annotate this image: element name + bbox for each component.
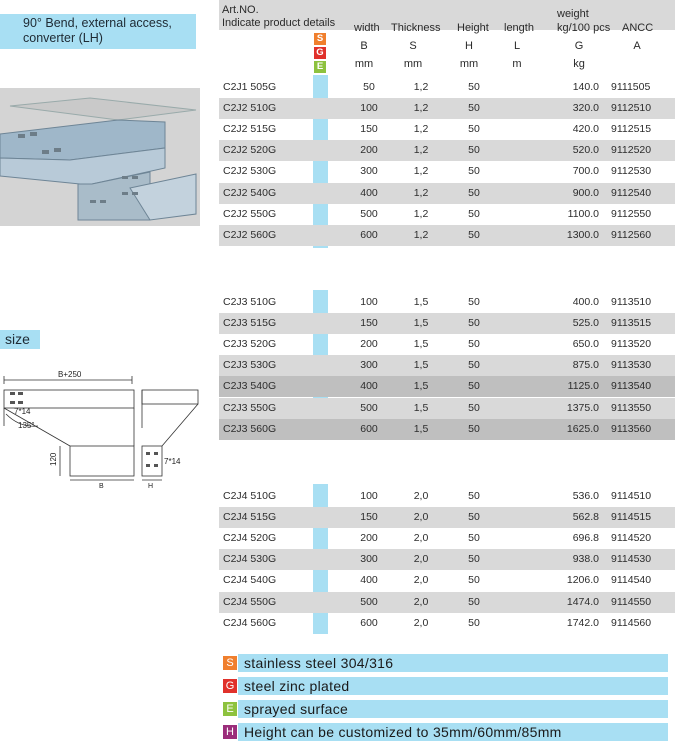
- cell-art-no: C2J4 530G: [223, 553, 277, 566]
- cell-art-no: C2J2 510G: [223, 102, 277, 115]
- cell-height: 50: [468, 338, 480, 351]
- cell-width: 500: [360, 595, 378, 608]
- cell-thickness: 2,0: [413, 490, 429, 502]
- cell-width: 600: [360, 616, 378, 629]
- cell-ancc: 9112530: [611, 165, 652, 178]
- cell-thickness: 1,2: [413, 186, 429, 199]
- cell-art-no: C2J2 520G: [223, 144, 277, 157]
- cell-thickness: 2,0: [413, 532, 429, 545]
- cell-art-no: C2J3 515G: [223, 317, 277, 330]
- cell-weight: 1375.0: [566, 401, 599, 414]
- sym-h: H: [465, 40, 473, 52]
- table-row: [219, 313, 675, 334]
- header-weight-sub: kg/100 pcs: [557, 22, 611, 34]
- unit-g: kg: [573, 58, 585, 70]
- cell-thickness: 1,2: [413, 228, 429, 241]
- cell-thickness: 1,2: [413, 165, 429, 178]
- cell-height: 50: [468, 401, 480, 414]
- cell-weight: 1742.0: [566, 616, 599, 629]
- table-row: [219, 355, 675, 376]
- header-ancc: ANCC: [622, 22, 654, 34]
- sym-s: S: [409, 40, 417, 52]
- sym-g: G: [574, 40, 584, 52]
- cell-ancc: 9112520: [611, 144, 652, 157]
- cell-thickness: 2,0: [413, 574, 429, 587]
- cell-height: 50: [468, 422, 480, 435]
- cell-thickness: 1,2: [413, 207, 429, 220]
- unit-l: m: [512, 58, 522, 70]
- size-label-text: size: [5, 331, 30, 347]
- cell-thickness: 1,5: [413, 359, 429, 372]
- table-row: [219, 613, 675, 634]
- product-photo: [0, 88, 200, 226]
- cell-width: 100: [360, 296, 378, 308]
- cell-ancc: 9112515: [611, 123, 652, 136]
- product-title: [0, 14, 196, 49]
- legend-code-e: E: [223, 702, 237, 716]
- cell-weight: 400.0: [572, 296, 599, 308]
- cell-ancc: 9114540: [611, 574, 652, 587]
- cell-height: 50: [468, 165, 480, 178]
- cell-ancc: 9114515: [611, 511, 652, 524]
- cell-ancc: 9114550: [611, 595, 652, 608]
- cell-thickness: 1,5: [413, 380, 429, 393]
- table-row: [219, 398, 675, 419]
- table-row: [219, 140, 675, 161]
- code-s-square: S: [314, 33, 326, 45]
- table-row: [219, 183, 675, 204]
- table-row: [219, 486, 675, 507]
- cell-width: 150: [360, 123, 378, 136]
- table-row: [219, 376, 675, 397]
- cell-art-no: C2J4 510G: [223, 490, 277, 502]
- size-label: [0, 330, 40, 349]
- cell-thickness: 2,0: [413, 553, 429, 566]
- cell-weight: 1625.0: [566, 422, 599, 435]
- cell-height: 50: [468, 380, 480, 393]
- cell-height: 50: [468, 228, 480, 241]
- cell-ancc: 9113560: [611, 422, 652, 435]
- cell-width: 200: [360, 532, 378, 545]
- cell-weight: 900.0: [572, 186, 599, 199]
- header-length: length: [504, 22, 534, 34]
- cell-width: 400: [360, 574, 378, 587]
- cell-width: 300: [360, 165, 378, 178]
- table-row: [219, 570, 675, 591]
- cell-width: 200: [360, 144, 378, 157]
- cell-thickness: 2,0: [413, 511, 429, 524]
- cell-weight: 1125.0: [567, 380, 599, 393]
- cell-height: 50: [468, 144, 480, 157]
- legend-text: sprayed surface: [244, 701, 349, 717]
- table-row: [219, 225, 675, 246]
- table-row: [219, 77, 675, 98]
- cell-ancc: 9111505: [611, 81, 651, 93]
- cell-thickness: 1,5: [413, 422, 429, 435]
- dim-b-label: B: [99, 483, 104, 490]
- cell-height: 50: [468, 81, 480, 93]
- cell-weight: 562.8: [572, 511, 599, 524]
- cell-art-no: C2J2 530G: [223, 165, 277, 178]
- cell-art-no: C2J3 560G: [223, 422, 277, 435]
- cell-height: 50: [468, 511, 480, 524]
- cell-width: 400: [360, 186, 378, 199]
- legend-code-g: G: [223, 679, 237, 693]
- dim-angle-label: 135°: [18, 421, 35, 430]
- header-thickness: Thickness: [391, 22, 441, 34]
- cell-weight: 525.0: [572, 317, 599, 330]
- cell-ancc: 9114530: [611, 553, 652, 566]
- cell-thickness: 1,2: [413, 123, 429, 136]
- cell-width: 100: [360, 102, 378, 115]
- cell-width: 200: [360, 338, 378, 351]
- cell-thickness: 1,5: [413, 401, 429, 414]
- sym-l: L: [513, 40, 521, 52]
- dim-h-label: H: [148, 483, 154, 490]
- cell-ancc: 9113510: [611, 296, 652, 308]
- table-row: [219, 592, 675, 613]
- table-row: [219, 419, 675, 440]
- legend-text: Height can be customized to 35mm/60mm/85mm: [244, 724, 562, 740]
- cell-weight: 875.0: [572, 359, 599, 372]
- cell-art-no: C2J3 540G: [223, 380, 277, 393]
- dim-hole-label-2: 7*14: [164, 457, 181, 466]
- cell-width: 150: [360, 511, 378, 524]
- cell-thickness: 1,2: [413, 144, 429, 157]
- cell-ancc: 9112560: [611, 228, 652, 241]
- cell-weight: 700.0: [572, 165, 599, 178]
- code-e-square: E: [314, 61, 326, 73]
- cell-height: 50: [468, 532, 480, 545]
- legend-text: steel zinc plated: [244, 678, 350, 694]
- unit-s: mm: [403, 58, 423, 70]
- table-row: [219, 528, 675, 549]
- sym-b: B: [360, 40, 368, 52]
- cell-width: 300: [360, 553, 378, 566]
- cell-ancc: 9113540: [611, 380, 652, 393]
- cell-thickness: 2,0: [413, 595, 429, 608]
- cell-weight: 1300.0: [566, 228, 599, 241]
- cell-thickness: 1,2: [413, 102, 429, 115]
- cell-height: 50: [468, 317, 480, 330]
- cell-height: 50: [468, 595, 480, 608]
- cell-ancc: 9112510: [611, 102, 652, 115]
- cell-art-no: C2J2 540G: [223, 186, 277, 199]
- cell-ancc: 9113530: [611, 359, 652, 372]
- cell-height: 50: [468, 574, 480, 587]
- legend-code-h: H: [223, 725, 237, 739]
- cell-ancc: 9113515: [611, 317, 652, 330]
- cell-thickness: 2,0: [413, 616, 429, 629]
- table-row: [219, 334, 675, 355]
- cell-width: 600: [360, 422, 378, 435]
- cell-ancc: 9112540: [611, 186, 652, 199]
- table-row: [219, 292, 675, 313]
- product-title-text: 90° Bend, external access, converter (LH): [23, 16, 172, 45]
- cell-art-no: C2J4 520G: [223, 532, 277, 545]
- table-row: [219, 161, 675, 182]
- dim-width-label: B+250: [58, 370, 82, 379]
- header-width: width: [354, 22, 380, 34]
- cell-ancc: 9114560: [611, 616, 652, 629]
- table-row: [219, 204, 675, 225]
- cell-height: 50: [468, 186, 480, 199]
- cell-art-no: C2J2 550G: [223, 207, 277, 220]
- cell-height: 50: [468, 207, 480, 220]
- cell-weight: 1100.0: [567, 207, 599, 220]
- cell-width: 600: [360, 228, 378, 241]
- table-row: [219, 98, 675, 119]
- cell-weight: 1206.0: [566, 574, 599, 587]
- table-row: [219, 507, 675, 528]
- cell-height: 50: [468, 296, 480, 308]
- cell-art-no: C2J4 560G: [223, 616, 277, 629]
- cell-weight: 650.0: [572, 338, 599, 351]
- cell-height: 50: [468, 553, 480, 566]
- cell-ancc: 9114520: [611, 532, 652, 545]
- cell-weight: 520.0: [572, 144, 599, 157]
- cell-weight: 420.0: [572, 123, 599, 136]
- cell-ancc: 9113550: [611, 401, 652, 414]
- cell-width: 400: [360, 380, 378, 393]
- unit-b: mm: [354, 58, 374, 70]
- cell-thickness: 1,2: [413, 81, 429, 93]
- cell-width: 50: [363, 81, 375, 93]
- header-art-no: Art.NO.: [222, 4, 259, 16]
- dim-hole-label: 7*14: [14, 407, 31, 416]
- cell-art-no: C2J4 540G: [223, 574, 277, 587]
- cell-width: 300: [360, 359, 378, 372]
- cell-art-no: C2J3 510G: [223, 296, 277, 308]
- header-indicate: Indicate product details: [222, 17, 336, 29]
- legend-text: stainless steel 304/316: [244, 655, 394, 671]
- table-row: [219, 549, 675, 570]
- cell-height: 50: [468, 616, 480, 629]
- cell-weight: 696.8: [572, 532, 599, 545]
- cell-weight: 1474.0: [566, 595, 599, 608]
- table-row: [219, 119, 675, 140]
- header-weight: weight: [557, 8, 589, 20]
- cell-art-no: C2J2 515G: [223, 123, 277, 136]
- header-height: Height: [457, 22, 489, 34]
- cell-art-no: C2J3 550G: [223, 401, 277, 414]
- cell-art-no: C2J1 505G: [223, 81, 277, 93]
- cell-thickness: 1,5: [413, 317, 429, 330]
- cell-width: 500: [360, 207, 378, 220]
- cell-ancc: 9114510: [611, 490, 652, 502]
- cell-weight: 140.0: [572, 81, 599, 93]
- cell-thickness: 1,5: [413, 338, 429, 351]
- cell-width: 150: [360, 317, 378, 330]
- cell-weight: 536.0: [572, 490, 599, 502]
- cell-width: 100: [360, 490, 378, 502]
- dim-height-label: 120: [49, 452, 58, 466]
- unit-h: mm: [459, 58, 479, 70]
- cell-art-no: C2J3 520G: [223, 338, 277, 351]
- cell-ancc: 9113520: [611, 338, 652, 351]
- cell-height: 50: [468, 490, 480, 502]
- cell-width: 500: [360, 401, 378, 414]
- legend-code-s: S: [223, 656, 237, 670]
- cell-weight: 320.0: [572, 102, 599, 115]
- cell-art-no: C2J2 560G: [223, 228, 277, 241]
- cell-thickness: 1,5: [413, 296, 429, 308]
- code-g-square: G: [314, 47, 326, 59]
- cell-height: 50: [468, 359, 480, 372]
- cell-art-no: C2J4 550G: [223, 595, 277, 608]
- sym-a: A: [633, 40, 641, 52]
- cell-art-no: C2J3 530G: [223, 359, 277, 372]
- dimension-drawing: [0, 368, 200, 490]
- cell-height: 50: [468, 102, 480, 115]
- cell-weight: 938.0: [572, 553, 599, 566]
- cell-height: 50: [468, 123, 480, 136]
- cell-art-no: C2J4 515G: [223, 511, 277, 524]
- cell-ancc: 9112550: [611, 207, 652, 220]
